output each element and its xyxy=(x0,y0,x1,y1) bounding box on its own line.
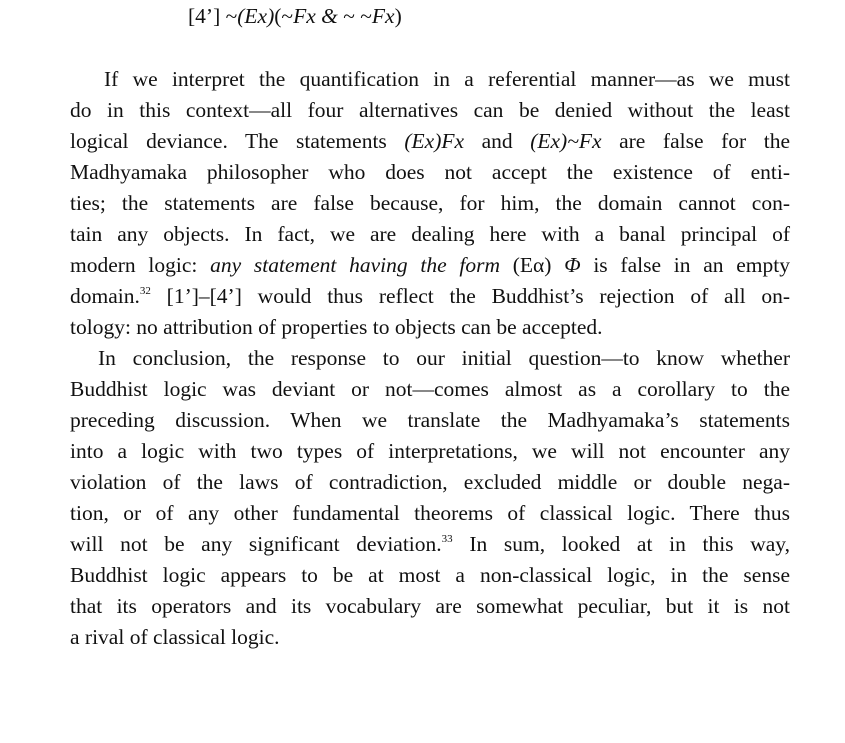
text-line: violation of the laws of contradiction, excluded middle or double nega- xyxy=(70,470,790,494)
formula-label: [4’] xyxy=(188,4,221,28)
formula-negation: ~ xyxy=(281,4,294,28)
formula-quantifier: (Ex) xyxy=(237,4,275,28)
text-line: a rival of classical logic. xyxy=(70,625,280,649)
formula-4-prime xyxy=(188,2,402,30)
text-line: ties; the statements are false because, for him, the domain cannot con- xyxy=(70,191,790,215)
formula-predicate: Fx xyxy=(371,4,395,28)
paragraph-1 xyxy=(70,64,790,343)
formula-open-paren: ( xyxy=(274,4,282,28)
formula-double-negation: ~ ~ xyxy=(343,4,372,28)
footnote-marker[interactable]: 32 xyxy=(139,285,151,297)
text-line: tology: no attribution of properties to objects can be accepted. xyxy=(70,315,603,339)
formula-inline: (Ex)~Fx xyxy=(530,129,602,153)
text-line: Buddhist logic was deviant or not—comes almost as a corollary to the xyxy=(70,377,790,401)
formula-close-paren: ) xyxy=(394,4,402,28)
text-line: logical deviance. The statements (Ex)Fx and (Ex)~Fx are false for the xyxy=(70,129,790,153)
text-line: into a logic with two types of interpretations, we will not encounter any xyxy=(70,439,790,463)
text-line: that its operators and its vocabulary are somewhat peculiar, but it is not xyxy=(70,594,790,618)
formula-predicate: Fx xyxy=(293,4,316,28)
text-line: modern logic: any statement having the form (Eα) Φ is false in an empty xyxy=(70,253,791,277)
text-line: tain any objects. In fact, we are dealing here with a banal principal of xyxy=(70,222,790,246)
formula-inline: (Eα) xyxy=(499,253,565,277)
text-line: preceding discussion. When we translate the Madhyamaka’s statements xyxy=(70,408,790,432)
text-line: domain.$^{32}$ [1’]–[4’] would thus reflect the Buddhist’s rejection of all on- xyxy=(70,284,790,308)
phi-symbol: Φ xyxy=(564,253,581,277)
paragraph-2 xyxy=(70,343,790,653)
formula-negation: ~ xyxy=(225,4,238,28)
formula-inline: (Ex)Fx xyxy=(404,129,465,153)
body-text xyxy=(70,64,790,653)
text-line: tion, or of any other fundamental theorems of classical logic. There thus xyxy=(70,501,790,525)
text-line: Buddhist logic appears to be at most a non-classical logic, in the sense xyxy=(70,563,790,587)
text-line: If we interpret the quantification in a referential manner—as we must xyxy=(104,67,790,91)
footnote-marker[interactable]: 33 xyxy=(441,533,453,545)
text-line: do in this context—all four alternatives can be denied without the least xyxy=(70,98,790,122)
formula-conjunction: & xyxy=(321,4,338,28)
text-line: Madhyamaka philosopher who does not accept the existence of enti- xyxy=(70,160,790,184)
emphasis-text: any statement having the form xyxy=(210,253,500,277)
text-line: will not be any significant deviation.$^{33}$ In sum, looked at in this way, xyxy=(70,532,790,556)
text-line: In conclusion, the response to our initial question—to know whether xyxy=(98,346,790,370)
